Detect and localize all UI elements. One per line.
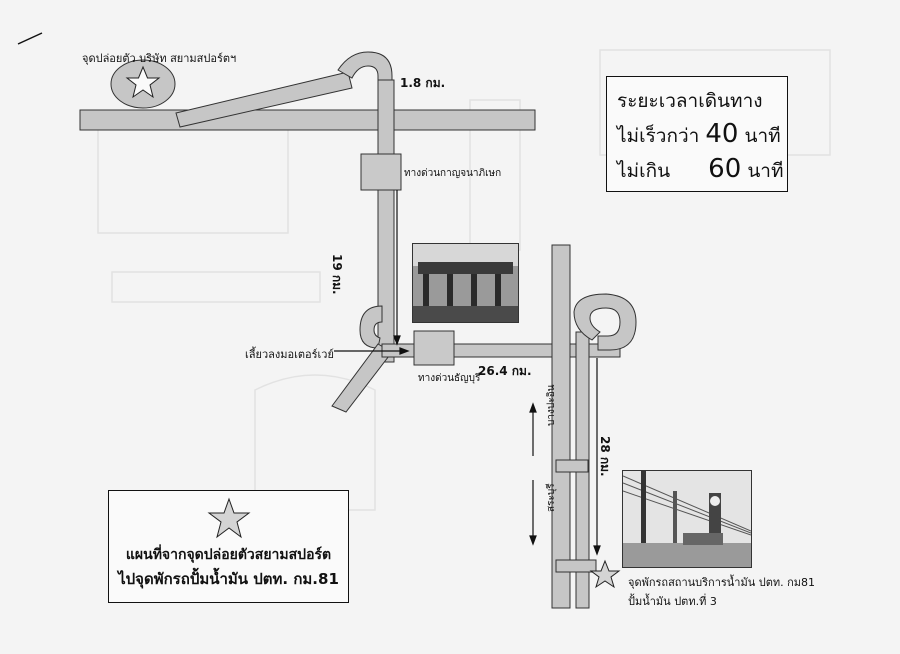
legend-line-2: ไปจุดพักรถปั้มน้ำมัน ปตท. กม.81	[118, 570, 339, 588]
travel-time-max-value: 60	[708, 154, 742, 184]
start-label: จุดปล่อยตัว บริษัท สยามสปอร์ตฯ	[82, 52, 237, 65]
toll-kanchana-label: ทางด่วนกาญจนาภิเษก	[404, 168, 502, 179]
road-top-highway	[80, 110, 535, 130]
road-connector-south	[556, 560, 596, 572]
bang-pa-in-label: บางปะอิน	[546, 384, 557, 426]
gas-station-photo	[622, 470, 752, 568]
travel-time-min: ไม่เร็วกว่า 40 นาที	[617, 119, 781, 149]
distance-28km: 28 กม.	[598, 436, 612, 477]
destination-sublabel: ปั้มน้ำมัน ปตท.ที่ 3	[628, 595, 717, 608]
legend-box	[108, 490, 349, 603]
tollgate-thanyaburi	[414, 331, 454, 365]
legend-star-icon	[207, 497, 251, 539]
legend-line-1: แผนที่จากจุดปล่อยตัวสยามสปอร์ต	[125, 547, 332, 563]
travel-time-title: ระยะเวลาเดินทาง	[617, 90, 763, 112]
toll-thanyaburi-label: ทางด่วนธัญบุรี	[418, 373, 481, 384]
distance-26-4km: 26.4 กม.	[478, 364, 532, 378]
tollgate-photo	[412, 243, 519, 323]
travel-time-max: ไม่เกิน 60 นาที	[617, 154, 784, 184]
saraburi-label: สระบุรี	[546, 483, 557, 512]
destination-label: จุดพักรถสถานบริการน้ำมัน ปตท. กม81	[628, 576, 816, 589]
distance-19km: 19 กม.	[330, 254, 344, 295]
distance-1-8km: 1.8 กม.	[400, 76, 446, 90]
travel-time-box	[606, 76, 788, 192]
motorway-turn-label: เลี้ยวลงมอเตอร์เวย์	[245, 348, 334, 361]
travel-time-min-value: 40	[705, 119, 739, 149]
road-phahonyothin	[552, 245, 570, 608]
corner-mark	[18, 33, 42, 44]
tollgate-kanchana	[361, 154, 401, 190]
road-connector-north	[556, 460, 588, 472]
